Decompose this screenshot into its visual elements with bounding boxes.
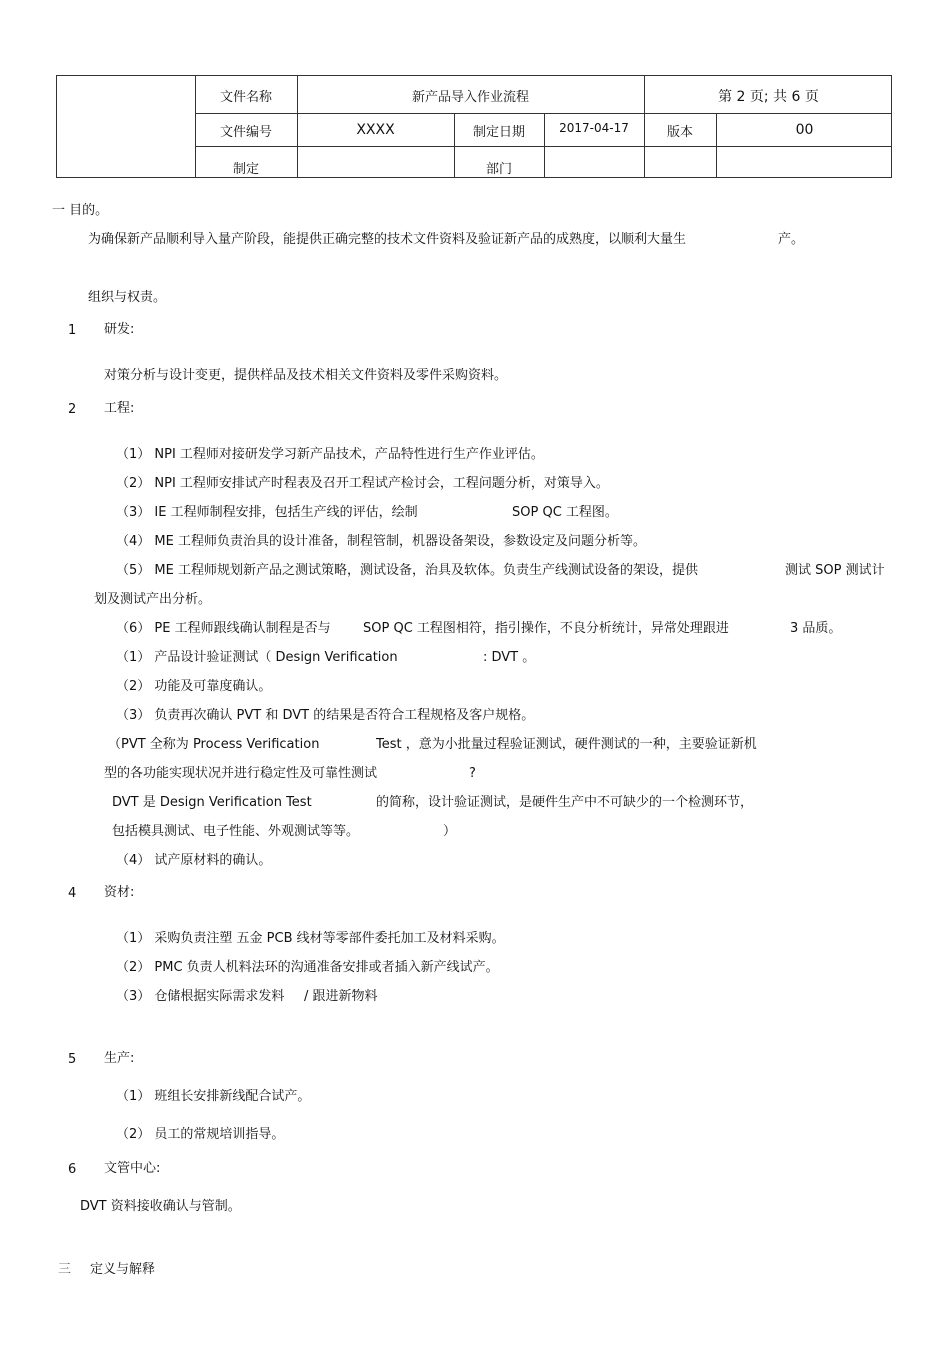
rd-label: 研发:: [104, 322, 135, 337]
purpose-text-end: 产。: [778, 232, 805, 247]
eng-label: 工程:: [104, 401, 135, 416]
table-divider: [195, 146, 891, 147]
note-line-4-end: ）: [443, 824, 457, 839]
header-table: [56, 75, 892, 178]
quality-item-4: （4） 试产原材料的确认。: [116, 853, 272, 868]
table-divider: [195, 113, 891, 114]
file-name-label: 文件名称: [219, 90, 272, 105]
eng-item-5-end: 划及测试产出分析。: [94, 592, 212, 607]
doc-center-number: 6: [68, 1162, 77, 1177]
dept-label: 部门: [485, 162, 512, 177]
eng-number: 2: [68, 402, 77, 417]
production-item-2: （2） 员工的常规培训指导。: [116, 1127, 285, 1142]
file-no-value: XXXX: [356, 122, 395, 138]
eng-item-3: （3） IE 工程师制程安排，包括生产线的评估，绘制: [116, 505, 418, 520]
materials-label: 资材:: [104, 885, 135, 900]
section-1-title: 一 目的。: [52, 203, 109, 218]
note-line-1-end: Test ，意为小批量过程验证测试，硬件测试的一种，主要验证新机: [376, 737, 757, 752]
materials-item-3: （3） 仓储根据实际需求发料: [116, 989, 285, 1004]
rd-number: 1: [68, 323, 77, 338]
note-line-3-end: 的简称，设计验证测试，是硬件生产中不可缺少的一个检测环节，: [376, 795, 754, 810]
eng-item-1: （1） NPI 工程师对接研发学习新产品技术，产品特性进行生产作业评估。: [116, 447, 544, 462]
file-name-value: 新产品导入作业流程: [411, 90, 529, 105]
quality-item-1-end: : DVT 。: [483, 650, 536, 665]
date-value: 2017-04-17: [559, 121, 629, 135]
quality-item-3: （3） 负责再次确认 PVT 和 DVT 的结果是否符合工程规格及客户规格。: [116, 708, 535, 723]
section-3-mark: 三: [58, 1262, 72, 1277]
note-line-1: （PVT 全称为 Process Verification: [108, 737, 320, 752]
eng-item-2: （2） NPI 工程师安排试产时程表及召开工程试产检讨会，工程问题分析，对策导入。: [116, 476, 609, 491]
eng-item-4: （4） ME 工程师负责治具的设计准备，制程管制，机器设备架设，参数设定及问题分析等。: [116, 534, 646, 549]
eng-item-5: （5） ME 工程师规划新产品之测试策略，测试设备，治具及软体。负责生产线测试设备的架设，提供: [116, 563, 698, 578]
version-value: 00: [795, 122, 814, 138]
doc-center-label: 文管中心:: [104, 1161, 161, 1176]
note-line-2: 型的各功能实现状况并进行稳定性及可靠性测试: [104, 766, 378, 781]
version-label: 版本: [666, 125, 693, 140]
eng-item-5-mid: 测试 SOP 测试计: [785, 563, 885, 578]
file-no-label: 文件编号: [219, 125, 272, 140]
note-line-4: 包括模具测试、电子性能、外观测试等等。: [112, 824, 360, 839]
note-line-3: DVT 是 Design Verification Test: [112, 795, 312, 810]
production-number: 5: [68, 1052, 77, 1067]
purpose-text: 为确保新产品顺利导入量产阶段，能提供正确完整的技术文件资料及验证新产品的成熟度，以顺利大量生: [88, 232, 687, 247]
materials-item-1: （1） 采购负责注塑 五金 PCB 线材等零部件委托加工及材料采购。: [116, 931, 505, 946]
materials-item-3-end: / 跟进新物料: [304, 989, 378, 1004]
doc-center-text: DVT 资料接收确认与管制。: [80, 1199, 241, 1214]
production-label: 生产:: [104, 1051, 135, 1066]
page-info: 第 2 页; 共 6 页: [718, 89, 819, 105]
eng-item-6-mid: SOP QC 工程图相符，指引操作，不良分析统计，异常处理跟进: [363, 621, 729, 636]
quality-item-2: （2） 功能及可靠度确认。: [116, 679, 272, 694]
production-item-1: （1） 班组长安排新线配合试产。: [116, 1089, 311, 1104]
eng-item-6: （6） PE 工程师跟线确认制程是否与: [116, 621, 331, 636]
section-3-title: 定义与解释: [90, 1262, 156, 1277]
date-label: 制定日期: [472, 125, 525, 140]
quality-item-1: （1） 产品设计验证测试（ Design Verification: [116, 650, 398, 665]
eng-item-3-end: SOP QC 工程图。: [512, 505, 618, 520]
eng-item-6-end: 3 品质。: [790, 621, 842, 636]
section-2-title: 组织与权责。: [88, 290, 167, 305]
note-line-2-end: ?: [469, 766, 476, 781]
materials-number: 4: [68, 886, 77, 901]
materials-item-2: （2） PMC 负责人机料法环的沟通准备安排或者插入新产线试产。: [116, 960, 499, 975]
rd-text: 对策分析与设计变更，提供样品及技术相关文件资料及零件采购资料。: [104, 368, 508, 383]
made-label: 制定: [232, 162, 259, 177]
